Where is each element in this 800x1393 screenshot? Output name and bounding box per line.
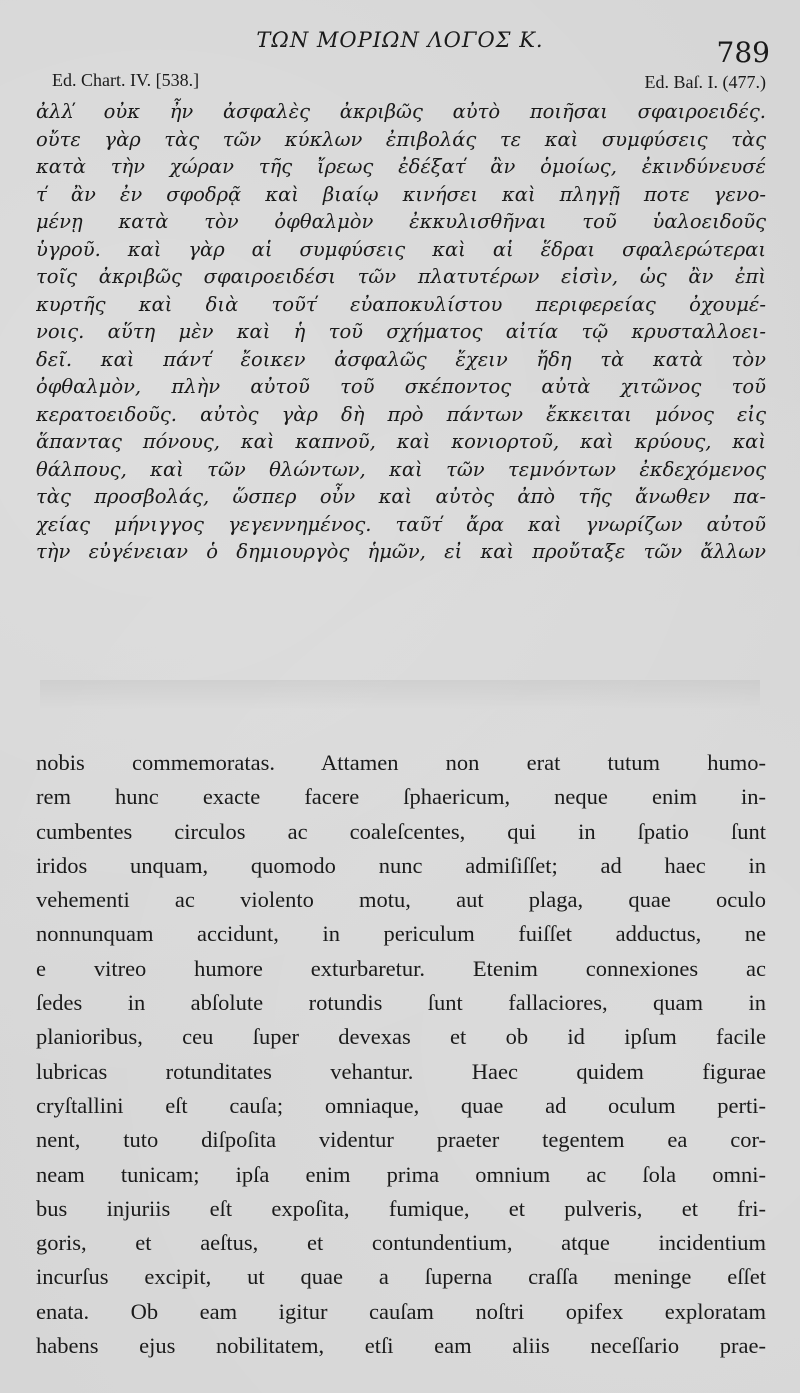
latin-text-line: goris, et aeſtus, et contundentium, atque incidentium xyxy=(36,1230,766,1256)
latin-text-line: nent, tuto diſpoſita videntur praeter tegentem ea cor- xyxy=(36,1127,766,1153)
latin-text-line: cumbentes circulos ac coaleſcentes, qui in ſpatio ſunt xyxy=(36,818,766,844)
running-header-title: ΤΩΝ ΜΟΡΙΩΝ ΛΟΓΟΣ Κ. xyxy=(256,28,544,52)
page-number: 789 xyxy=(716,36,770,69)
greek-text-line: τ̕ ἂν ἐν σφοδρᾷ καὶ βιαίῳ κινήσει καὶ πληγῇ ποτε γενο- xyxy=(36,182,766,206)
greek-text-line: ἅπαντας πόνους, καὶ καπνοῦ, καὶ κονιορτοῦ, καὶ κρύους, καὶ xyxy=(36,430,766,453)
greek-text-line: ὑγροῦ. καὶ γὰρ αἱ συμφύσεις καὶ αἱ ἕδραι σφαλερώτεραι xyxy=(36,237,766,261)
bleed-through-shadow xyxy=(40,680,760,710)
edition-reference-basel: Ed. Baſ. I. (477.) xyxy=(644,72,766,92)
latin-text-line: rem hunc exacte facere ſphaericum, neque enim in- xyxy=(36,784,766,810)
latin-text-line: habens ejus nobilitatem, etſi eam aliis neceſſario prae- xyxy=(36,1333,766,1359)
greek-text-line: κερατοειδοῦς. αὐτὸς γὰρ δὴ πρὸ πάντων ἔκκειται μόνος εἰς xyxy=(36,402,766,426)
latin-text-line: lubricas rotunditates vehantur. Haec quidem figurae xyxy=(36,1058,766,1084)
latin-text-line: iridos unquam, quomodo nunc admiſiſſet; ad haec in xyxy=(36,852,766,878)
latin-text-line: neam tunicam; ipſa enim prima omnium ac ſola omni- xyxy=(36,1161,766,1187)
greek-text-line: τὰς προσβολάς, ὥσπερ οὖν καὶ αὐτὸς ἀπὸ τῆς ἄνωθεν πα- xyxy=(36,485,766,508)
latin-text-line: vehementi ac violento motu, aut plaga, quae oculo xyxy=(36,887,766,913)
latin-text-line: e vitreo humore exturbaretur. Etenim connexiones ac xyxy=(36,955,766,981)
greek-text-line: χείας μήνιγγος γεγεννημένος. ταῦτ̕ ἄρα καὶ γνωρίζων αὐτοῦ xyxy=(36,512,766,536)
latin-text-line: nobis commemoratas. Attamen non erat tutum humo- xyxy=(36,750,766,775)
greek-text-line: κατὰ τὴν χώραν τῆς ἴρεως ἐδέξατ̕ ἂν ὁμοίως, ἐκινδύνευσέ xyxy=(36,155,766,178)
greek-text-block xyxy=(36,98,766,566)
latin-text-line: bus injuriis eſt expoſita, fumique, et pulveris, et fri- xyxy=(36,1195,766,1221)
greek-text-line: δεῖ. καὶ πάντ̕ ἔοικεν ἀσφαλῶς ἔχειν ἤδη τὰ κατὰ τὸν xyxy=(36,347,766,371)
latin-text-line: incurſus excipit, ut quae a ſuperna craſſa meninge eſſet xyxy=(36,1264,766,1290)
latin-text-line: enata. Ob eam igitur cauſam noſtri opifex exploratam xyxy=(36,1298,766,1324)
greek-text-line: τὴν εὐγένειαν ὁ δημιουργὸς ἡμῶν, εἰ καὶ προὔταξε τῶν ἄλλων xyxy=(36,540,766,563)
greek-text-line: θάλπους, καὶ τῶν θλώντων, καὶ τῶν τεμνόντων ἐκδεχόμενος xyxy=(36,457,766,481)
latin-text-line: nonnunquam accidunt, in periculum fuiſſet adductus, ne xyxy=(36,921,766,947)
edition-reference-chartier: Ed. Chart. IV. [538.] xyxy=(52,70,200,90)
greek-text-line: νοις. αὕτη μὲν καὶ ἡ τοῦ σχήματος αἰτία τῷ κρυσταλλοει- xyxy=(36,320,766,343)
greek-text-line: ὀφθαλμὸν, πλὴν αὐτοῦ τοῦ σκέποντος αὐτὰ χιτῶνος τοῦ xyxy=(36,375,766,398)
latin-text-line: planioribus, ceu ſuper devexas et ob id ipſum facile xyxy=(36,1024,766,1050)
greek-text-line: κυρτῆς καὶ διὰ τοῦτ̕ εὐαποκυλίστου περιφερείας ὀχουμέ- xyxy=(36,292,766,316)
greek-text-line: οὔτε γὰρ τὰς τῶν κύκλων ἐπιβολάς τε καὶ συμφύσεις τὰς xyxy=(36,127,766,151)
greek-text-line: ἀλλ̕ οὐκ ἦν ἀσφαλὲς ἀκριβῶς αὐτὸ ποιῆσαι σφαιροειδές. xyxy=(36,100,766,123)
latin-text-block xyxy=(36,746,766,1363)
greek-text-line: τοῖς ἀκριβῶς σφαιροειδέσι τῶν πλατυτέρων εἰσὶν, ὡς ἂν ἐπὶ xyxy=(36,265,766,288)
latin-text-line: cryſtallini eſt cauſa; omniaque, quae ad oculum perti- xyxy=(36,1092,766,1118)
greek-text-line: μένῃ κατὰ τὸν ὀφθαλμὸν ἐκκυλισθῆναι τοῦ ὑαλοειδοῦς xyxy=(36,210,766,233)
latin-text-line: ſedes in abſolute rotundis ſunt fallaciores, quam in xyxy=(36,990,766,1016)
